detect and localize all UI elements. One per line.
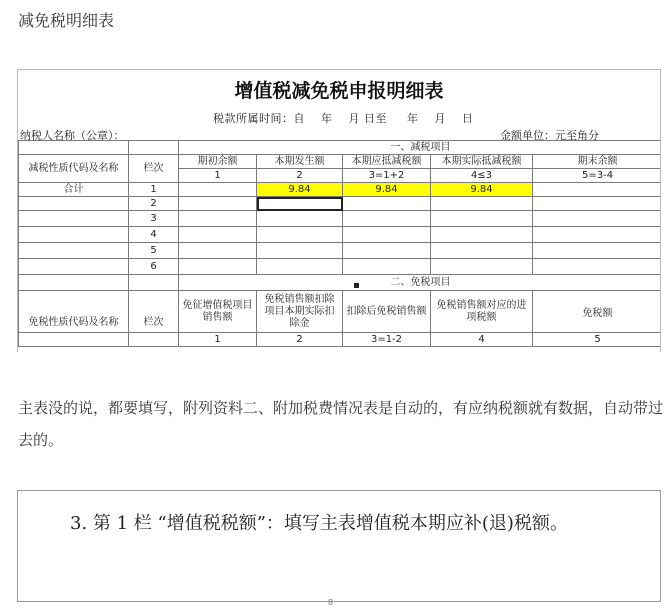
- data-cell[interactable]: [431, 211, 533, 227]
- data-cell[interactable]: [19, 227, 129, 243]
- data-cell[interactable]: [179, 183, 257, 197]
- data-cell[interactable]: [343, 211, 431, 227]
- data-cell[interactable]: [343, 197, 431, 211]
- row-number: 2: [129, 197, 179, 211]
- data-cell[interactable]: [179, 243, 257, 259]
- table-row: [19, 197, 662, 211]
- total-actual-deducted[interactable]: 9.84: [431, 183, 533, 197]
- col-header-code-name: 减税性质代码及名称: [19, 155, 129, 183]
- col-header-sales-deduction: 免税销售额扣除项目本期实际扣除金: [257, 291, 343, 333]
- table-row: [19, 211, 662, 227]
- table-row: [19, 227, 662, 243]
- col-header-actual-deducted: 本期实际抵减税额: [431, 155, 533, 169]
- total-label: 合计: [19, 183, 129, 197]
- section2-label: 二、免税项目: [179, 275, 662, 291]
- blank-cell: [19, 333, 129, 347]
- data-cell[interactable]: [257, 211, 343, 227]
- total-row: [19, 183, 662, 197]
- section1-header-row: [19, 141, 662, 155]
- col-header-row-no: 栏次: [129, 155, 179, 183]
- data-cell[interactable]: [533, 197, 662, 211]
- formula-cell: 3=1-2: [343, 333, 431, 347]
- data-cell[interactable]: [179, 259, 257, 275]
- sheet-title: 增值税减免税申报明细表: [234, 80, 444, 102]
- unit-label: 金额单位：元至角分: [500, 129, 599, 142]
- data-cell[interactable]: [431, 259, 533, 275]
- row-number: 3: [129, 211, 179, 227]
- data-cell[interactable]: [257, 259, 343, 275]
- total-current-amount[interactable]: 9.84: [257, 183, 343, 197]
- explanation-paragraph: 主表没的说，都要填写，附列资料二、附加税费情况表是自动的，有应纳税额就有数据，自动带过去的。: [18, 399, 664, 449]
- data-cell[interactable]: [257, 227, 343, 243]
- data-cell[interactable]: [431, 197, 533, 211]
- blank-cell: [19, 275, 129, 291]
- section1-column-headers: [19, 155, 662, 169]
- tax-period-line: 税款所属时间：自 年 月 日至 年 月 日: [213, 112, 474, 125]
- section2-header-row: [19, 275, 662, 291]
- formula-cell: 4: [431, 333, 533, 347]
- data-cell[interactable]: [533, 243, 662, 259]
- col-header-row-no: 栏次: [129, 291, 179, 333]
- formula-cell: 1: [179, 333, 257, 347]
- formula-cell: 5: [533, 333, 662, 347]
- data-cell[interactable]: [431, 243, 533, 259]
- data-cell[interactable]: [179, 197, 257, 211]
- data-cell[interactable]: [179, 211, 257, 227]
- spreadsheet-image: [17, 69, 661, 352]
- col-header-closing-balance: 期末余额: [533, 155, 662, 169]
- page-mark: 8: [328, 598, 334, 607]
- col-header-opening-balance: 期初余额: [179, 155, 257, 169]
- total-deductible[interactable]: 9.84: [343, 183, 431, 197]
- row-number: 6: [129, 259, 179, 275]
- col-header-net-exempt-sales: 扣除后免税销售额: [343, 291, 431, 333]
- section2-formula-row: [19, 333, 662, 347]
- data-cell[interactable]: [343, 243, 431, 259]
- data-cell[interactable]: [431, 227, 533, 243]
- page-heading: 减免税明细表: [18, 11, 115, 30]
- formula-cell: 1: [179, 169, 257, 183]
- col-header-deductible: 本期应抵减税额: [343, 155, 431, 169]
- data-cell[interactable]: [19, 259, 129, 275]
- blank-cell: [129, 275, 179, 291]
- blank-cell: [19, 141, 129, 155]
- formula-cell: 3=1+2: [343, 169, 431, 183]
- data-cell[interactable]: [19, 211, 129, 227]
- formula-cell: 5=3-4: [533, 169, 662, 183]
- col-header-exempt-sales: 免征增值税项目销售额: [179, 291, 257, 333]
- data-cell[interactable]: [179, 227, 257, 243]
- row-number: 5: [129, 243, 179, 259]
- selected-cell[interactable]: [257, 197, 343, 211]
- table-row: [19, 243, 662, 259]
- relief-detail-table: [18, 140, 661, 347]
- row-number: 1: [129, 183, 179, 197]
- data-cell[interactable]: [533, 259, 662, 275]
- section1-label: 一、减税项目: [179, 141, 662, 155]
- blank-cell: [129, 333, 179, 347]
- quoted-instruction-text: 3. 第 1 栏 “增值税税额”：填写主表增值税本期应补(退)税额。: [70, 513, 568, 534]
- table-row: [19, 259, 662, 275]
- taxpayer-label: 纳税人名称（公章）：: [20, 129, 125, 142]
- data-cell[interactable]: [533, 227, 662, 243]
- blank-cell: [129, 141, 179, 155]
- data-cell[interactable]: [343, 227, 431, 243]
- formula-cell: 4≤3: [431, 169, 533, 183]
- col-header-exempt-code-name: 免税性质代码及名称: [19, 291, 129, 333]
- quoted-instruction-box: [17, 490, 661, 602]
- col-header-exempt-amount: 免税额: [533, 291, 662, 333]
- col-header-input-tax: 免税销售额对应的进项税额: [431, 291, 533, 333]
- data-cell[interactable]: [257, 243, 343, 259]
- formula-cell: 2: [257, 333, 343, 347]
- selection-fill-handle[interactable]: [354, 283, 359, 288]
- data-cell[interactable]: [533, 183, 662, 197]
- row-number: 4: [129, 227, 179, 243]
- data-cell[interactable]: [533, 211, 662, 227]
- formula-cell: 2: [257, 169, 343, 183]
- section2-column-headers: [19, 291, 662, 333]
- data-cell[interactable]: [19, 243, 129, 259]
- data-cell[interactable]: [343, 259, 431, 275]
- col-header-current-amount: 本期发生额: [257, 155, 343, 169]
- data-cell[interactable]: [19, 197, 129, 211]
